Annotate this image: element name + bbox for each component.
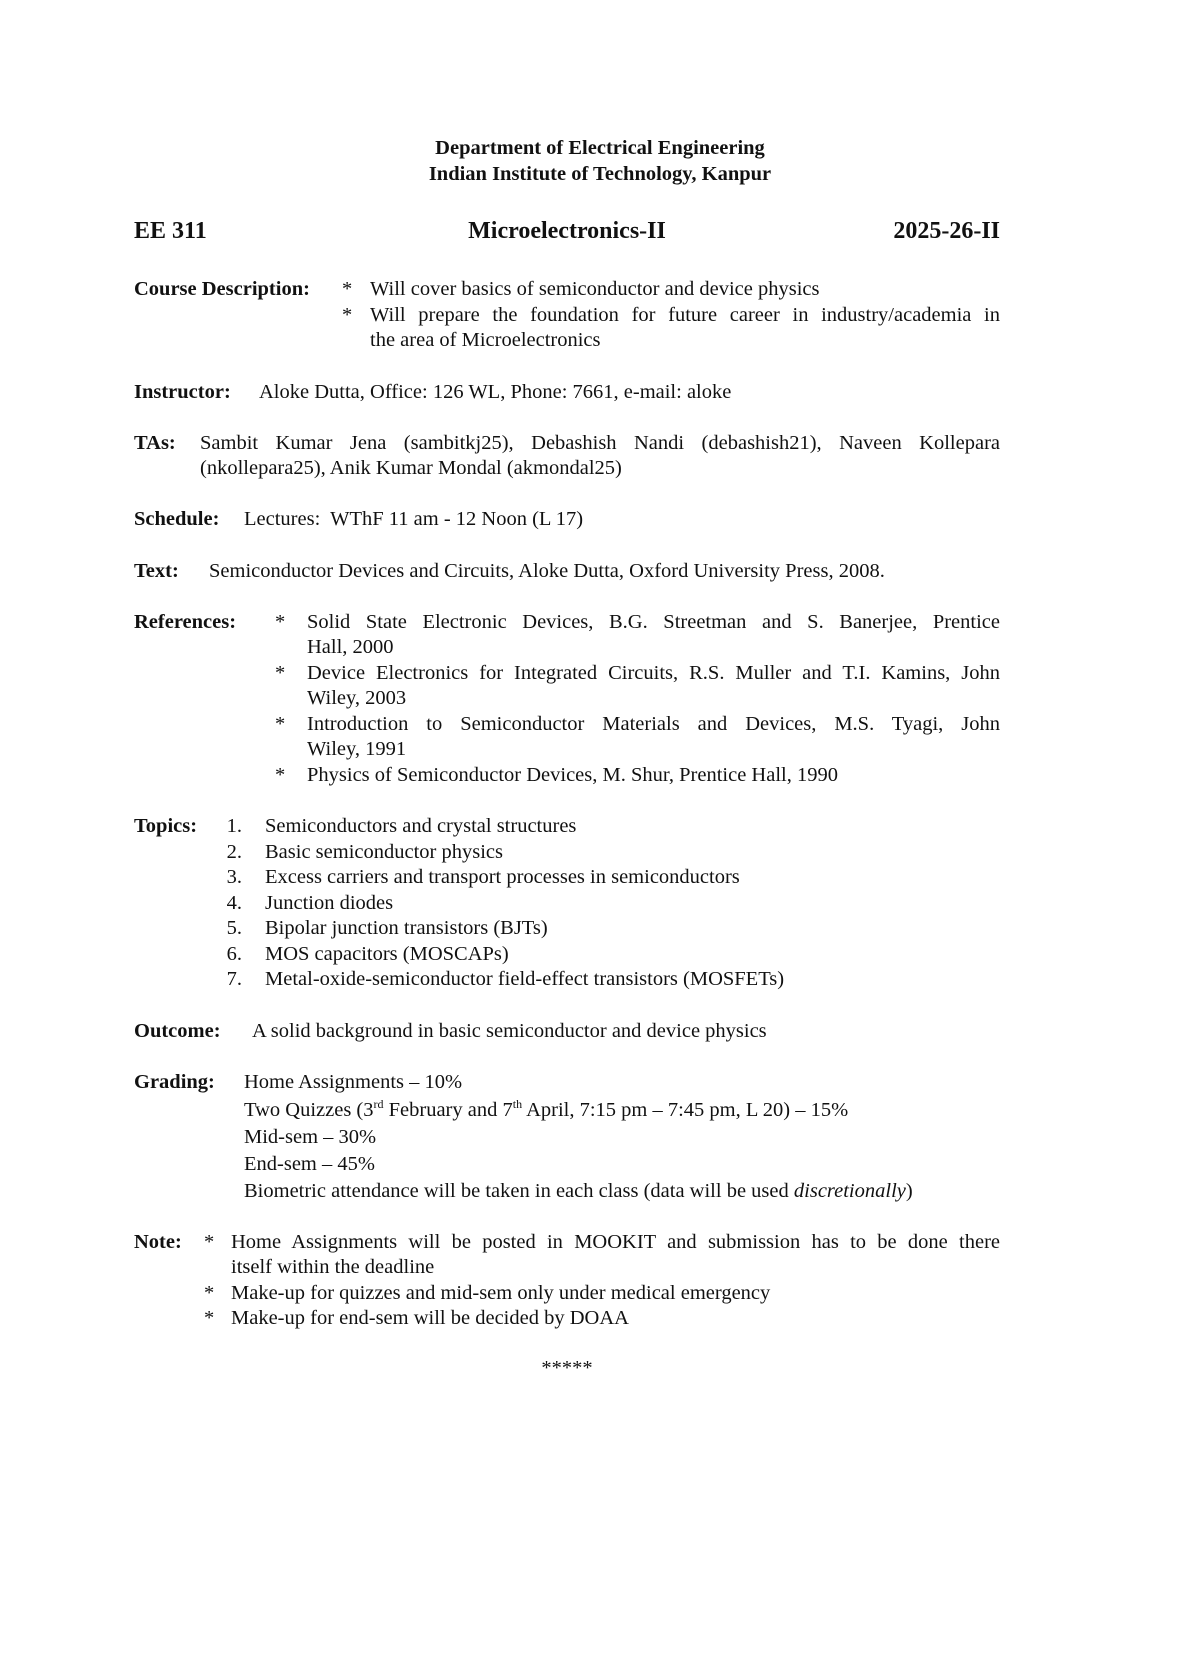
course-description-item: Will cover basics of semiconductor and device physics <box>370 278 820 300</box>
instructor-text: Aloke Dutta, Office: 126 WL, Phone: 7661, e-mail: aloke <box>259 381 732 403</box>
bullet-star: * <box>342 304 353 326</box>
references-label: References: <box>134 611 237 633</box>
topic-item: Excess carriers and transport processes in semiconductors <box>265 866 740 888</box>
note-item: Make-up for end-sem will be decided by DOAA <box>231 1307 629 1329</box>
reference-item: Wiley, 2003 <box>307 687 407 709</box>
outcome-text: A solid background in basic semiconductor and device physics <box>252 1020 767 1042</box>
tas-text: Sambit Kumar Jena (sambitkj25), Debashish Nandi (debashish21), Naveen Kollepara <box>200 432 1000 454</box>
grading-home-assignments: Home Assignments – 10% <box>244 1071 463 1093</box>
topic-number: 6. <box>226 943 242 965</box>
topic-item: Metal-oxide-semiconductor field-effect transistors (MOSFETs) <box>265 968 785 990</box>
topic-item: Junction diodes <box>265 892 394 914</box>
topic-number: 2. <box>226 841 242 863</box>
instructor-label: Instructor: <box>134 381 231 403</box>
grading-quizzes: Two Quizzes (3rd February and 7th April, 7:15 pm – 7:45 pm, L 20) – 15% <box>244 1097 849 1121</box>
bullet-star: * <box>342 278 353 300</box>
text-book: Semiconductor Devices and Circuits, Aloke Dutta, Oxford University Press, 2008. <box>209 560 885 582</box>
topic-number: 5. <box>226 917 242 939</box>
bullet-star: * <box>275 611 286 633</box>
reference-item: Physics of Semiconductor Devices, M. Shur, Prentice Hall, 1990 <box>307 764 838 786</box>
topic-number: 7. <box>226 968 242 990</box>
reference-item: Hall, 2000 <box>307 636 394 658</box>
bullet-star: * <box>275 713 286 735</box>
topic-number: 4. <box>226 892 242 914</box>
topic-number: 3. <box>226 866 242 888</box>
topics-label: Topics: <box>134 815 198 837</box>
text-label: Text: <box>134 560 179 582</box>
schedule-text: Lectures: WThF 11 am - 12 Noon (L 17) <box>244 508 584 530</box>
grading-attendance: Biometric attendance will be taken in each class (data will be used discretionally) <box>244 1180 913 1202</box>
note-item: Home Assignments will be posted in MOOKIT and submission has to be done there <box>231 1231 1000 1253</box>
institute-heading: Indian Institute of Technology, Kanpur <box>428 163 772 185</box>
topic-item: Semiconductors and crystal structures <box>265 815 577 837</box>
bullet-star: * <box>204 1231 215 1253</box>
reference-item: Solid State Electronic Devices, B.G. Streetman and S. Banerjee, Prentice <box>307 611 1000 633</box>
note-label: Note: <box>134 1231 182 1253</box>
bullet-star: * <box>204 1282 215 1304</box>
bullet-star: * <box>204 1307 215 1329</box>
topic-item: MOS capacitors (MOSCAPs) <box>265 943 509 965</box>
department-heading: Department of Electrical Engineering <box>435 137 765 159</box>
grading-label: Grading: <box>134 1071 215 1093</box>
bullet-star: * <box>275 764 286 786</box>
grading-endsem: End-sem – 45% <box>244 1153 375 1175</box>
topic-number: 1. <box>226 815 242 837</box>
course-name: Microelectronics-II <box>468 218 666 244</box>
topic-item: Basic semiconductor physics <box>265 841 503 863</box>
topic-item: Bipolar junction transistors (BJTs) <box>265 917 548 939</box>
course-description-item: Will prepare the foundation for future career in industry/academia in <box>370 304 1000 326</box>
tas-label: TAs: <box>134 432 176 454</box>
end-mark: ***** <box>541 1357 593 1379</box>
course-code: EE 311 <box>134 218 207 244</box>
reference-item: Wiley, 1991 <box>307 738 407 760</box>
schedule-label: Schedule: <box>134 508 220 530</box>
course-description-label: Course Description: <box>134 278 310 300</box>
reference-item: Device Electronics for Integrated Circuits, R.S. Muller and T.I. Kamins, John <box>307 662 1000 684</box>
reference-item: Introduction to Semiconductor Materials and Devices, M.S. Tyagi, John <box>307 713 1000 735</box>
tas-text: (nkollepara25), Anik Kumar Mondal (akmondal25) <box>200 457 622 479</box>
note-item: itself within the deadline <box>231 1256 435 1278</box>
semester: 2025-26-II <box>893 218 1000 244</box>
grading-midsem: Mid-sem – 30% <box>244 1126 377 1148</box>
bullet-star: * <box>275 662 286 684</box>
course-description-item: the area of Microelectronics <box>370 329 601 351</box>
note-item: Make-up for quizzes and mid-sem only under medical emergency <box>231 1282 771 1304</box>
outcome-label: Outcome: <box>134 1020 221 1042</box>
